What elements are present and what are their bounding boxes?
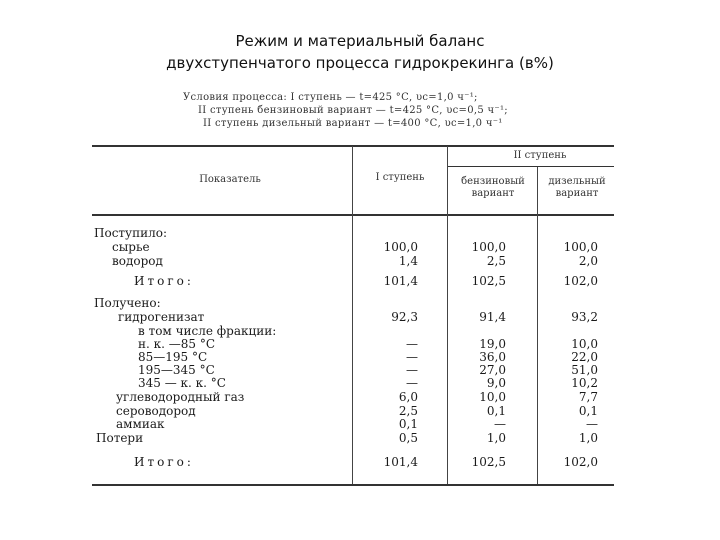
cell-diesel: 1,0 [578, 431, 598, 445]
title-line-1: Режим и материальный баланс [235, 32, 485, 50]
row-label: в том числе фракции: [138, 324, 277, 338]
header-stage-2: II ступень [513, 150, 567, 161]
row-label: 195—345 °С [138, 363, 215, 377]
cell-gasoline: 27,0 [479, 363, 506, 377]
row-label: сырье [112, 240, 150, 254]
cell-gasoline: 91,4 [479, 310, 506, 324]
row-label: 85—195 °С [138, 350, 208, 364]
header-gasoline-line-2: вариант [471, 188, 515, 199]
cell-stage1: 1,4 [398, 254, 418, 268]
row-label: гидрогенизат [118, 310, 205, 324]
cell-stage1: 0,1 [398, 417, 418, 431]
cell-stage1: 6,0 [398, 390, 418, 404]
cell-gasoline: 2,5 [486, 254, 506, 268]
cell-gasoline: — [494, 417, 506, 431]
cell-gasoline: 10,0 [479, 390, 506, 404]
cell-stage1: 2,5 [398, 404, 418, 418]
header-stage-1: I ступень [375, 172, 425, 183]
cell-gasoline: 36,0 [479, 350, 506, 364]
cell-diesel: 10,0 [571, 337, 598, 351]
cell-diesel: 10,2 [571, 376, 598, 390]
cell-gasoline: 19,0 [479, 337, 506, 351]
cell-diesel: — [586, 417, 598, 431]
row-label: сероводород [116, 404, 196, 418]
row-label: 345 — к. к. °С [138, 376, 226, 390]
table-top-rule [92, 145, 614, 147]
row-label: углеводородный газ [116, 390, 245, 404]
process-conditions-line-2: II ступень бензиновый вариант — t=425 °С, υс=0,5 ч⁻¹; [198, 105, 508, 116]
cell-gasoline: 100,0 [471, 240, 506, 254]
row-label: водород [112, 254, 163, 268]
header-diesel-line-2: вариант [555, 188, 599, 199]
cell-diesel: 93,2 [571, 310, 598, 324]
cell-stage1: 92,3 [391, 310, 418, 324]
cell-gasoline: 102,5 [471, 274, 506, 288]
slide-title [0, 30, 720, 74]
process-conditions-line-3: II ступень дизельный вариант — t=400 °С, υс=1,0 ч⁻¹ [203, 118, 503, 129]
cell-stage1: — [406, 376, 418, 390]
cell-gasoline: 0,1 [486, 404, 506, 418]
table-header-rule [92, 214, 614, 216]
cell-diesel: 102,0 [563, 455, 598, 469]
cell-stage1: — [406, 337, 418, 351]
header-gasoline-variant [452, 176, 534, 200]
cell-diesel: 22,0 [571, 350, 598, 364]
title-line-2: двухступенчатого процесса гидрокрекинга (в%) [166, 54, 554, 72]
row-label: Потери [96, 431, 144, 445]
cell-diesel: 51,0 [571, 363, 598, 377]
cell-stage1: 101,4 [383, 274, 418, 288]
row-label: Итого: [134, 274, 194, 288]
cell-stage1: — [406, 363, 418, 377]
row-label: Итого: [134, 455, 194, 469]
stage2-subheader-rule [448, 166, 614, 167]
cell-diesel: 102,0 [563, 274, 598, 288]
header-gasoline-line-1: бензиновый [461, 176, 525, 187]
column-divider-1 [352, 146, 353, 484]
header-diesel-line-1: дизельный [548, 176, 606, 187]
cell-stage1: — [406, 350, 418, 364]
header-indicator: Показатель [199, 174, 261, 185]
row-label: Получено: [94, 296, 161, 310]
cell-stage1: 0,5 [398, 431, 418, 445]
cell-stage1: 101,4 [383, 455, 418, 469]
cell-stage1: 100,0 [383, 240, 418, 254]
cell-diesel: 2,0 [578, 254, 598, 268]
row-label: аммиак [116, 417, 165, 431]
cell-diesel: 0,1 [578, 404, 598, 418]
cell-gasoline: 102,5 [471, 455, 506, 469]
process-conditions-line-1: Условия процесса: I ступень — t=425 °С, υс=1,0 ч⁻¹; [183, 92, 478, 103]
table-bottom-rule [92, 484, 614, 486]
cell-diesel: 100,0 [563, 240, 598, 254]
cell-diesel: 7,7 [578, 390, 598, 404]
row-label: Поступило: [94, 226, 167, 240]
cell-gasoline: 1,0 [486, 431, 506, 445]
header-diesel-variant [540, 176, 614, 200]
row-label: н. к. —85 °С [138, 337, 216, 351]
cell-gasoline: 9,0 [486, 376, 506, 390]
